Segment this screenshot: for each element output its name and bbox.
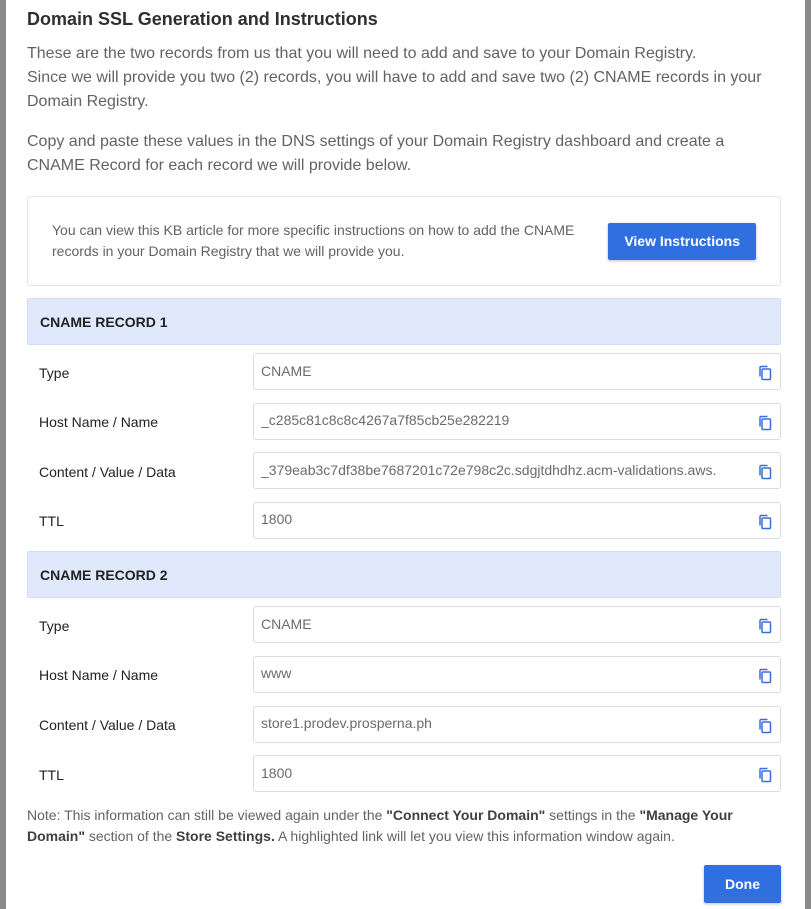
record-1-rows (27, 345, 781, 539)
record-2-header: CNAME RECORD 2 (27, 551, 781, 598)
view-instructions-button[interactable]: View Instructions (608, 223, 756, 260)
field-label: Content / Value / Data (39, 717, 176, 734)
record-1-host-row (27, 403, 781, 440)
copy-icon[interactable] (758, 415, 772, 431)
record-1-content-row (27, 452, 781, 489)
note-text: section of the (84, 827, 177, 844)
field-label: Content / Value / Data (39, 463, 176, 480)
copy-icon[interactable] (758, 514, 772, 530)
field-value[interactable]: CNAME (261, 615, 312, 632)
copy-icon[interactable] (758, 767, 772, 783)
record-2-rows (27, 598, 781, 792)
record-1-header: CNAME RECORD 1 (27, 298, 781, 345)
copy-icon[interactable] (758, 718, 772, 734)
note-text: Note: This information can still be viewed again under the (27, 806, 387, 823)
record-1-content-field[interactable] (253, 452, 781, 489)
field-value[interactable]: store1.prodev.prosperna.ph (261, 715, 432, 732)
modal-title: Domain SSL Generation and Instructions (27, 9, 378, 29)
field-label: TTL (39, 513, 64, 530)
field-label: Type (39, 364, 70, 381)
field-value[interactable]: 1800 (261, 764, 293, 781)
note-text: settings in the (545, 806, 640, 823)
record-2-host-field[interactable] (253, 656, 781, 693)
field-label: Host Name / Name (39, 414, 159, 431)
record-2-content-field[interactable] (253, 706, 781, 743)
record-1-host-field[interactable] (253, 403, 781, 440)
field-value[interactable]: www (261, 665, 292, 682)
record-2-ttl-field[interactable] (253, 755, 781, 792)
record-1-type-field[interactable] (253, 353, 781, 390)
done-button[interactable]: Done (704, 865, 781, 903)
note-connect-domain: "Connect Your Domain" (386, 806, 546, 823)
note-manage-domain: "Manage Your Domain" (27, 806, 733, 844)
field-value[interactable]: _379eab3c7df38be7687201c72e798c2c.sdgjtdhdhz.acm-validations.aws. (261, 461, 717, 478)
copy-icon[interactable] (758, 365, 772, 381)
intro-line-1: These are the two records from us that you will need to add and save to your Domain Registry. (27, 45, 697, 62)
kb-info-box (27, 196, 781, 286)
record-1-ttl-row (27, 502, 781, 539)
field-value[interactable]: CNAME (261, 362, 312, 379)
record-2-host-row (27, 656, 781, 693)
note-text: A highlighted link will let you view this information window again. (274, 827, 675, 844)
ssl-instructions-modal (6, 0, 805, 909)
copy-icon[interactable] (758, 668, 772, 684)
record-2-content-row (27, 706, 781, 743)
record-1-type-row (27, 353, 781, 390)
field-label: Host Name / Name (39, 667, 159, 684)
intro-line-3: Copy and paste these values in the DNS settings of your Domain Registry dashboard and create a CNAME Record for each record we will provide below. (27, 133, 725, 174)
record-2-type-row (27, 606, 781, 643)
field-label: TTL (39, 766, 64, 783)
modal-footer (27, 865, 781, 903)
intro-line-2: Since we will provide you two (2) records, you will have to add and save two (2) CNAME records in your Domain Registry. (27, 69, 762, 110)
record-2-type-field[interactable] (253, 606, 781, 643)
note-store-settings: Store Settings. (176, 827, 275, 844)
field-value[interactable]: _c285c81c8c8c4267a7f85cb25e282219 (261, 412, 510, 429)
intro-text (27, 42, 781, 178)
field-label: Type (39, 617, 70, 634)
info-note (27, 805, 781, 847)
copy-icon[interactable] (758, 618, 772, 634)
record-2-ttl-row (27, 755, 781, 792)
field-value[interactable]: 1800 (261, 511, 293, 528)
record-1-ttl-field[interactable] (253, 502, 781, 539)
copy-icon[interactable] (758, 464, 772, 480)
kb-info-text: You can view this KB article for more specific instructions on how to add the CNAME records in your Domain Registry that we will provide you. (52, 222, 575, 259)
